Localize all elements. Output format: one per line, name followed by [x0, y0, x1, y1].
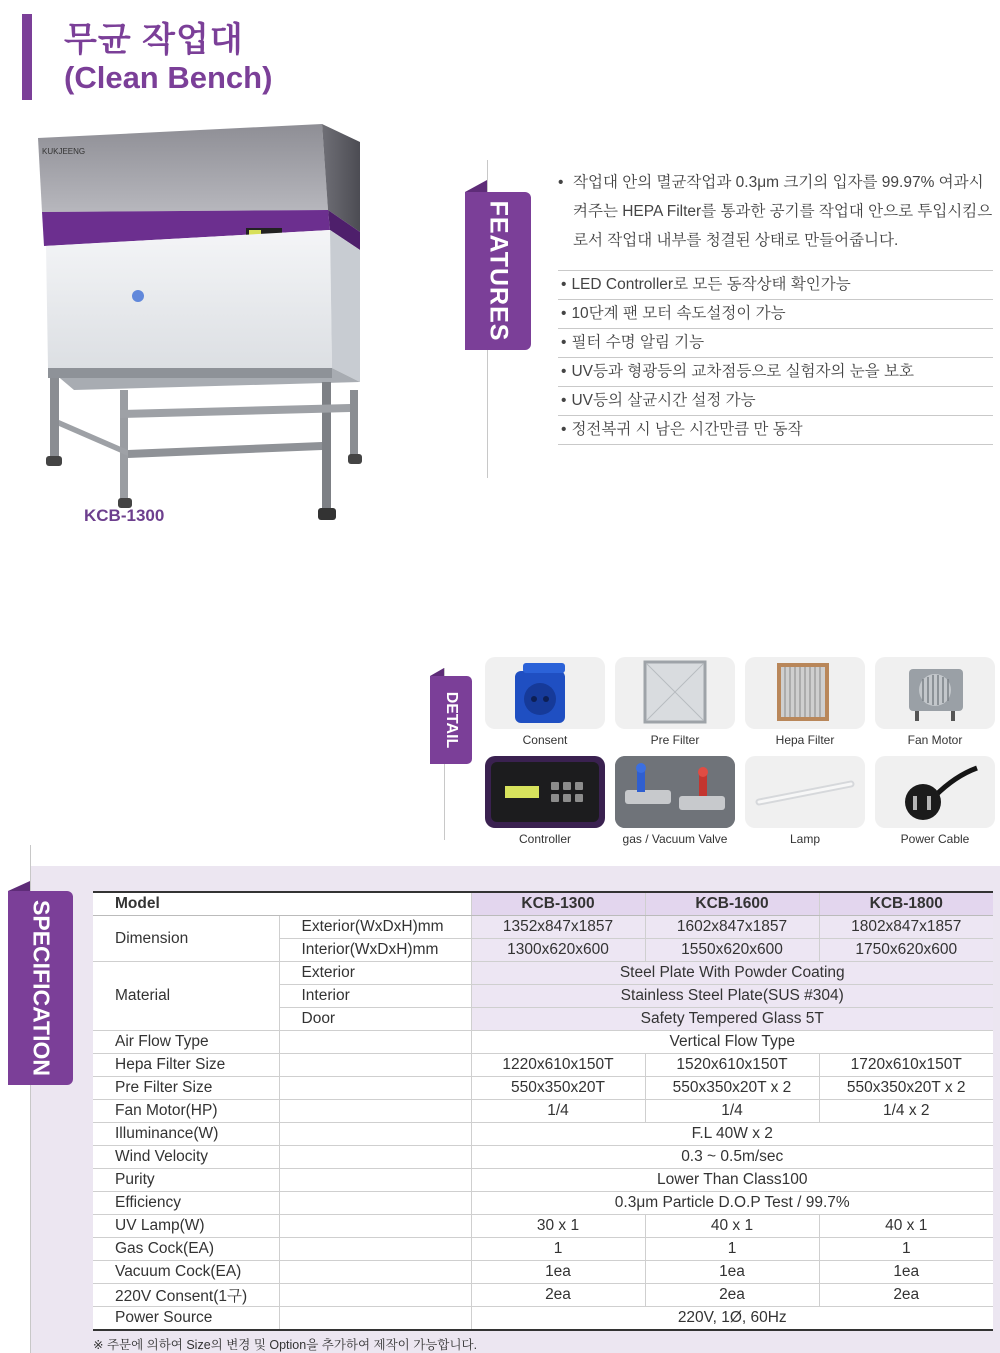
- detail-item-lamp: [745, 756, 865, 854]
- cell-value: Steel Plate With Powder Coating: [471, 962, 993, 985]
- header-col: KCB-1600: [645, 892, 819, 916]
- cell-value: 1602x847x1857: [645, 916, 819, 939]
- spec-table: [93, 891, 993, 1331]
- product-image: [30, 120, 370, 550]
- cell-value: 1550x620x600: [645, 939, 819, 962]
- detail-caption: Consent: [522, 733, 568, 747]
- table-row: [93, 1146, 993, 1169]
- detail-item-power-cable: [875, 756, 995, 854]
- cell-value: 550x350x20T: [471, 1077, 645, 1100]
- power-cable-icon: [875, 756, 995, 828]
- row-label: 220V Consent(1구): [93, 1284, 279, 1307]
- detail-caption: Hepa Filter: [775, 733, 835, 747]
- feature-item: • LED Controller로 모든 동작상태 확인가능: [558, 270, 993, 299]
- table-header-row: [93, 892, 993, 916]
- cell-value: 1220x610x150T: [471, 1054, 645, 1077]
- bullet-icon: •: [561, 363, 567, 380]
- row-label: Air Flow Type: [93, 1031, 279, 1054]
- detail-grid: [485, 657, 995, 852]
- table-row: [93, 1284, 993, 1307]
- cell-value: 2ea: [471, 1284, 645, 1307]
- table-row: [93, 916, 993, 939]
- page-title-korean: 무균 작업대: [64, 21, 244, 59]
- row-label: Fan Motor(HP): [93, 1100, 279, 1123]
- valve-icon: [615, 756, 735, 828]
- row-label: Power Source: [93, 1307, 279, 1331]
- row-label: Efficiency: [93, 1192, 279, 1215]
- bullet-icon: •: [561, 276, 567, 293]
- table-row: [93, 1238, 993, 1261]
- cell-value: F.L 40W x 2: [471, 1123, 993, 1146]
- detail-caption: Lamp: [789, 832, 821, 846]
- fan-motor-icon: [875, 657, 995, 729]
- detail-caption: Power Cable: [900, 832, 970, 846]
- cell-value: 2ea: [645, 1284, 819, 1307]
- cell-value: 0.3μm Particle D.O.P Test / 99.7%: [471, 1192, 993, 1215]
- table-row: [93, 962, 993, 985]
- header-model: Model: [93, 892, 471, 916]
- features-intro: [558, 168, 998, 255]
- cell-value: 1: [471, 1238, 645, 1261]
- cell-value: 30 x 1: [471, 1215, 645, 1238]
- table-row: [93, 1077, 993, 1100]
- cell-value: 40 x 1: [819, 1215, 993, 1238]
- cell-value: Vertical Flow Type: [471, 1031, 993, 1054]
- page-title-english: (Clean Bench): [64, 60, 273, 95]
- table-row: [93, 1192, 993, 1215]
- pre-filter-icon: [615, 657, 735, 729]
- detail-item-controller: [485, 756, 605, 854]
- row-label: Material: [93, 962, 279, 1031]
- detail-caption: gas / Vacuum Valve: [622, 832, 728, 846]
- cell-value: 1: [819, 1238, 993, 1261]
- bullet-icon: •: [561, 421, 567, 438]
- row-sublabel: Exterior: [279, 962, 471, 985]
- cell-value: 40 x 1: [645, 1215, 819, 1238]
- spec-tab: [8, 891, 73, 1085]
- feature-item: • 10단계 팬 모터 속도설정이 가능: [558, 299, 993, 328]
- bullet-icon: •: [558, 174, 564, 191]
- cell-value: Lower Than Class100: [471, 1169, 993, 1192]
- detail-item-valve: [615, 756, 735, 854]
- detail-tab-label: DETAIL: [443, 691, 460, 749]
- features-tab: [465, 192, 531, 350]
- row-label: Vacuum Cock(EA): [93, 1261, 279, 1284]
- detail-caption: Fan Motor: [907, 733, 963, 747]
- feature-item: • UV등과 형광등의 교차점등으로 실험자의 눈을 보호: [558, 357, 993, 386]
- row-label: Purity: [93, 1169, 279, 1192]
- cell-value: 550x350x20T x 2: [819, 1077, 993, 1100]
- title-accent-bar: [22, 14, 32, 100]
- cell-value: 1/4: [645, 1100, 819, 1123]
- cell-value: 1/4 x 2: [819, 1100, 993, 1123]
- cell-value: 1520x610x150T: [645, 1054, 819, 1077]
- row-label: Pre Filter Size: [93, 1077, 279, 1100]
- row-sublabel: Door: [279, 1008, 471, 1031]
- cell-value: 2ea: [819, 1284, 993, 1307]
- detail-item-hepa-filter: [745, 657, 865, 755]
- row-sublabel: Interior(WxDxH)mm: [279, 939, 471, 962]
- row-label: Dimension: [93, 916, 279, 962]
- lamp-icon: [745, 756, 865, 828]
- feature-item: • UV등의 살균시간 설정 가능: [558, 386, 993, 415]
- cell-value: 1/4: [471, 1100, 645, 1123]
- cell-value: 550x350x20T x 2: [645, 1077, 819, 1100]
- detail-tab: [430, 676, 472, 764]
- row-label: Illuminance(W): [93, 1123, 279, 1146]
- cell-value: 1802x847x1857: [819, 916, 993, 939]
- detail-caption: Controller: [518, 832, 572, 846]
- cell-value: Safety Tempered Glass 5T: [471, 1008, 993, 1031]
- hepa-filter-icon: [745, 657, 865, 729]
- table-row: [93, 1123, 993, 1146]
- table-row: [93, 1261, 993, 1284]
- row-label: Gas Cock(EA): [93, 1238, 279, 1261]
- brand-logo-text: KUKJEENG: [42, 147, 86, 156]
- features-list: [558, 270, 993, 445]
- row-label: Hepa Filter Size: [93, 1054, 279, 1077]
- cell-value: 1: [645, 1238, 819, 1261]
- bullet-icon: •: [561, 392, 567, 409]
- detail-caption: Pre Filter: [650, 733, 700, 747]
- table-row: [93, 1054, 993, 1077]
- detail-item-consent: [485, 657, 605, 755]
- cell-value: 1352x847x1857: [471, 916, 645, 939]
- detail-item-fan-motor: [875, 657, 995, 755]
- feature-item: • 필터 수명 알림 기능: [558, 328, 993, 357]
- row-label: UV Lamp(W): [93, 1215, 279, 1238]
- table-row: [93, 1169, 993, 1192]
- table-row: [93, 1100, 993, 1123]
- cell-value: Stainless Steel Plate(SUS #304): [471, 985, 993, 1008]
- cell-value: 1ea: [645, 1261, 819, 1284]
- bullet-icon: •: [561, 334, 567, 351]
- product-model-label: KCB-1300: [84, 506, 165, 525]
- cell-value: 1300x620x600: [471, 939, 645, 962]
- table-row: [93, 1031, 993, 1054]
- bullet-icon: •: [561, 305, 567, 322]
- spec-tab-label: SPECIFICATION: [28, 900, 54, 1076]
- table-row: [93, 1307, 993, 1331]
- cell-value: 1720x610x150T: [819, 1054, 993, 1077]
- cell-value: 220V, 1Ø, 60Hz: [471, 1307, 993, 1331]
- spec-footnote: ※ 주문에 의하여 Size의 변경 및 Option을 추가하여 제작이 가능합니다.: [93, 1338, 478, 1352]
- row-sublabel: Interior: [279, 985, 471, 1008]
- consent-icon: [485, 657, 605, 729]
- cell-value: 1750x620x600: [819, 939, 993, 962]
- row-label: Wind Velocity: [93, 1146, 279, 1169]
- cell-value: 1ea: [471, 1261, 645, 1284]
- cell-value: 0.3 ~ 0.5m/sec: [471, 1146, 993, 1169]
- controller-icon: [485, 756, 605, 828]
- table-row: [93, 1215, 993, 1238]
- cell-value: 1ea: [819, 1261, 993, 1284]
- row-sublabel: Exterior(WxDxH)mm: [279, 916, 471, 939]
- features-intro-text: 작업대 안의 멸균작업과 0.3μm 크기의 입자를 99.97% 여과시켜주는 HEPA Filter를 통과한 공기를 작업대 안으로 투입시킴으로서 작업대 내부를 청결된 상태로 만들어줍니다.: [573, 174, 993, 249]
- header-col: KCB-1800: [819, 892, 993, 916]
- detail-item-pre-filter: [615, 657, 735, 755]
- header-col: KCB-1300: [471, 892, 645, 916]
- features-tab-label: FEATURES: [484, 200, 513, 342]
- feature-item: • 정전복귀 시 남은 시간만큼 만 동작: [558, 415, 993, 445]
- clean-bench-illustration: [30, 120, 370, 550]
